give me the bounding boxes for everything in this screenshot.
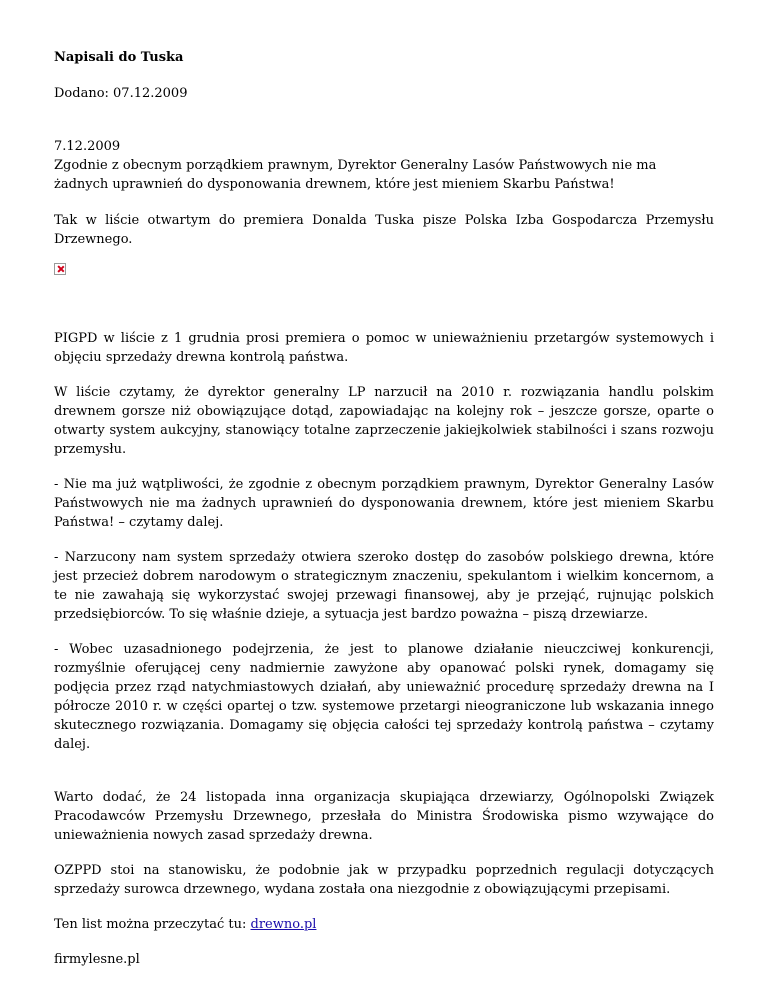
broken-image-icon <box>54 263 66 275</box>
article-source: firmylesne.pl <box>54 952 140 967</box>
article-lead-block <box>54 137 714 194</box>
article-date: 7.12.2009 <box>54 139 121 154</box>
article <box>54 48 714 985</box>
drewno-link[interactable]: drewno.pl <box>250 917 317 932</box>
date-added: Dodano: 07.12.2009 <box>54 86 188 101</box>
paragraph-2: W liście czytamy, że dyrektor generalny LP narzucił na 2010 r. rozwiązania handlu polskim drewnem gorsze niż obowiązujące dotąd, zapowiadając na kolejny rok – jeszcze gorsze, oparte o otwarty system aukcyjny, stanowiący totalne zaprzeczenie jakiejkolwiek stabilności i szans rozwoju przemysłu. <box>54 385 714 457</box>
paragraph-4: - Narzucony nam system sprzedaży otwiera szeroko dostęp do zasobów polskiego drewna, które jest przecież dobrem narodowym o strategicznym znaczeniu, spekulantom i wielkim koncernom, a te nie zawahają się wykorzystać swojej przewagi finansowej, aby je przejąć, rujnując polskich przedsiębiorców. To się właśnie dzieje, a sytuacja jest bardzo poważna – piszą drzewiarze. <box>54 550 714 622</box>
read-more-text: Ten list można przeczytać tu: <box>54 917 251 932</box>
paragraph-6: Warto dodać, że 24 listopada inna organizacja skupiająca drzewiarzy, Ogólnopolski Związek Pracodawców Przemysłu Drzewnego, przesłała do Ministra Środowiska pismo wzywające do unieważnienia nowych zasad sprzedaży drewna. <box>54 790 714 843</box>
article-intro: Tak w liście otwartym do premiera Donalda Tuska pisze Polska Izba Gospodarcza Przemysłu Drzewnego. <box>54 213 714 247</box>
paragraph-1: PIGPD w liście z 1 grudnia prosi premiera o pomoc w unieważnieniu przetargów systemowych i objęciu sprzedaży drewna kontrolą państwa. <box>54 331 714 365</box>
paragraph-5: - Wobec uzasadnionego podejrzenia, że jest to planowe działanie nieuczciwej konkurencji, rozmyślnie oferującej ceny nadmiernie zawyżone aby opanować polski rynek, domagamy się podjęcia przez rząd natychmiastowych działań, aby unieważnić procedurę sprzedaży drewna na I półrocze 2010 r. w części opartej o tzw. systemowe przetargi nieograniczone lub wskazania innego skutecznego rozwiązania. Domagamy się objęcia całości tej sprzedaży kontrolą państwa – czytamy dalej. <box>54 642 714 752</box>
spacer <box>54 119 714 137</box>
read-more <box>54 915 714 934</box>
article-image <box>54 263 714 329</box>
paragraph-7: OZPPD stoi na stanowisku, że podobnie jak w przypadku poprzednich regulacji dotyczących sprzedaży surowca drzewnego, wydana została ona niezgodnie z obowiązującymi przepisami. <box>54 863 714 897</box>
paragraph-3: - Nie ma już wątpliwości, że zgodnie z obecnym porządkiem prawnym, Dyrektor Generalny Lasów Państwowych nie ma żadnych uprawnień do dysponowania drewnem, które jest mieniem Skarbu Państwa! – czytamy dalej. <box>54 477 714 530</box>
article-title: Napisali do Tuska <box>54 50 184 65</box>
article-lead: Zgodnie z obecnym porządkiem prawnym, Dyrektor Generalny Lasów Państwowych nie ma żadnych uprawnień do dysponowania drewnem, które jest mieniem Skarbu Państwa! <box>54 158 657 192</box>
